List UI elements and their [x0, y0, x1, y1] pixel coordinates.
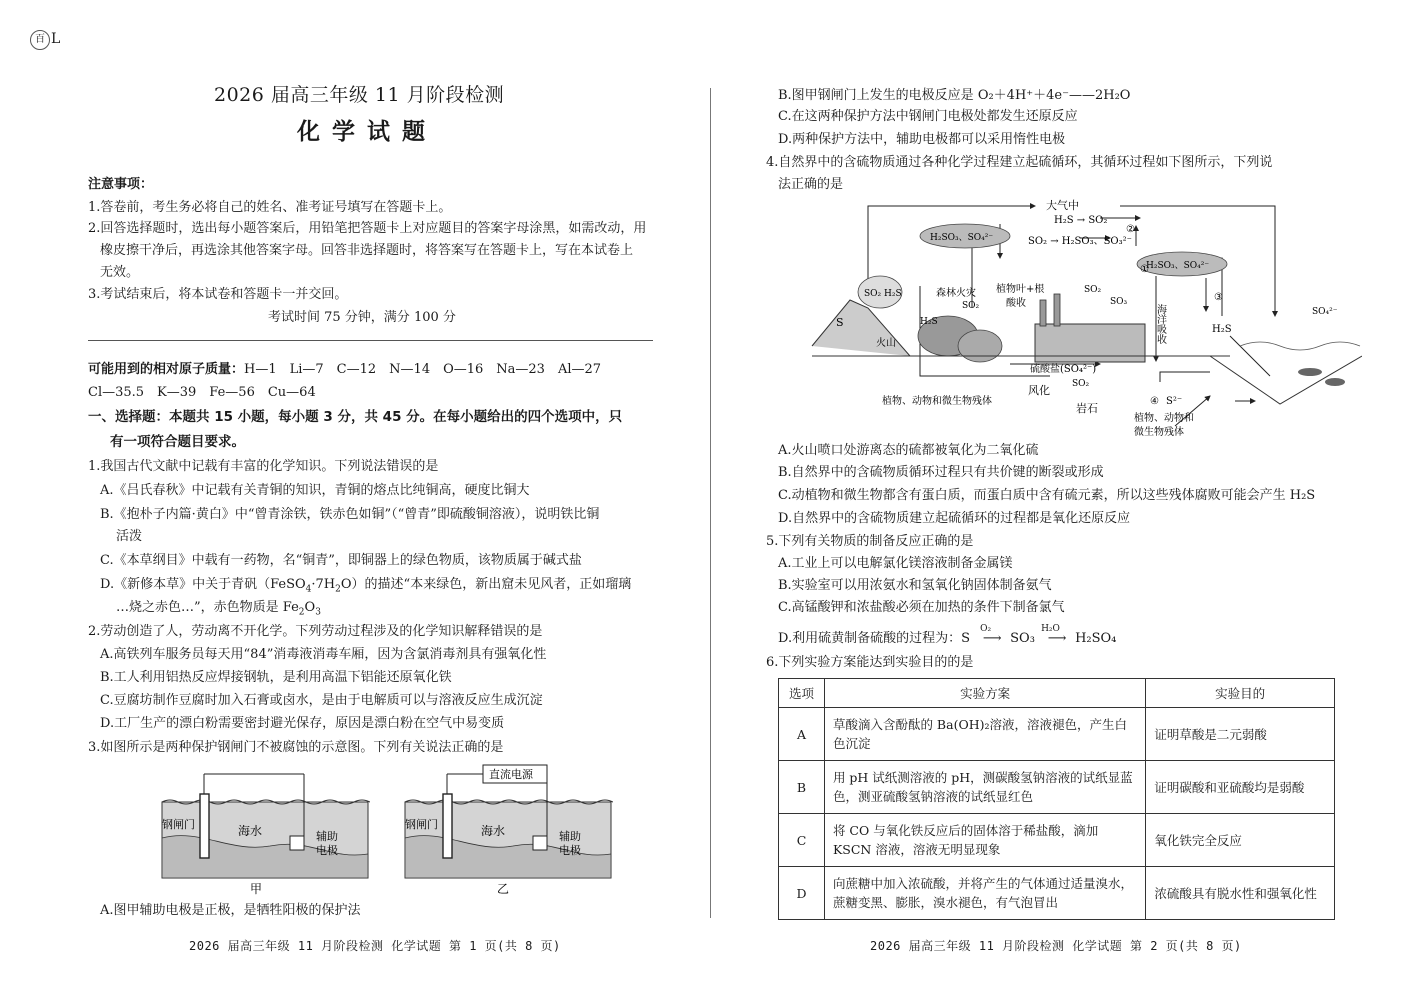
q4-label-so3: SO₃ — [1110, 297, 1128, 307]
q4-option-b: B.自然界中的含硫物质循环过程只有共价键的断裂或形成 — [778, 465, 1104, 480]
q6-stem: 6.下列实验方案能达到实验目的的是 — [766, 655, 974, 670]
q4-label-rock: 岩石 — [1076, 402, 1098, 415]
q1-d-sub2b: 2 — [298, 607, 305, 618]
q5-option-c: C.高锰酸钾和浓盐酸必须在加热的条件下制备氯气 — [778, 600, 1065, 615]
q3b-caption: 乙 — [497, 882, 510, 896]
q3-figure-b — [403, 762, 613, 898]
q4-label-volcano-gas: SO₂ H₂S — [864, 289, 902, 299]
q4-option-a: A.火山喷口处游离态的硫都被氧化为二氧化硫 — [778, 443, 1039, 458]
q3a-gate-label: 钢闸门 — [162, 818, 195, 831]
q2-option-a: A.高铁列车服务员每天用“84”消毒液消毒车厢，因为含氯消毒剂具有强氧化性 — [100, 647, 547, 662]
q5-option-b: B.实验室可以用浓氨水和氢氧化钠固体制备氨气 — [778, 578, 1052, 593]
q4-label-ocean-absorb: 海洋吸收 — [1154, 304, 1166, 344]
footer-left: 2026 届高三年级 11 月阶段检测 化学试题 第 1 页(共 8 页) — [189, 939, 561, 953]
q6-row-c-goal: 氧化铁完全反应 — [1146, 814, 1335, 867]
q3-option-b: B.图甲钢闸门上发生的电极反应是 O₂＋4H⁺＋4e⁻——2H₂O — [778, 88, 1131, 103]
table-row — [779, 814, 1335, 867]
q3b-aux-label-1: 辅助 — [559, 830, 581, 843]
q3b-aux-label-2: 电极 — [559, 844, 581, 857]
q4-label-step1: ① — [1140, 264, 1149, 275]
q4-label-so2-a: SO₂ — [962, 301, 980, 311]
q5-option-a: A.工业上可以电解氯化镁溶液制备金属镁 — [778, 556, 1013, 571]
notice-2: 2.回答选择题时，选出每小题答案后，用铅笔把答题卡上对应题目的答案字母涂黑，如需改动，用 — [88, 221, 647, 236]
q5-stem: 5.下列有关物质的制备反应正确的是 — [766, 534, 974, 549]
footer-right: 2026 届高三年级 11 月阶段检测 化学试题 第 2 页(共 8 页) — [870, 939, 1242, 953]
q5-option-d — [778, 624, 1117, 648]
notice-3: 3.考试结束后，将本试卷和答题卡一并交回。 — [88, 287, 348, 302]
q6-row-c-plan: 将 CO 与氧化铁反应后的固体溶于稀盐酸，滴加 KSCN 溶液，溶液无明显现象 — [824, 814, 1145, 867]
q6-table — [778, 678, 1335, 920]
q4-label-atmosphere: 大气中 — [1046, 199, 1079, 212]
atomic-mass-values-1: H—1 Li—7 C—12 N—14 O—16 Na—23 Al—27 — [244, 362, 602, 377]
q6-row-d-plan: 向蔗糖中加入浓硫酸，并将产生的气体通过适量溴水，蔗糖变黑、膨胀，溴水褪色，有气泡冒出 — [824, 867, 1145, 920]
q4-option-d: D.自然界中的含硫物质建立起硫循环的过程都是氧化还原反应 — [778, 511, 1131, 526]
q6-row-a-option: A — [779, 708, 825, 761]
q4-option-c: C.动植物和微生物都含有蛋白质，而蛋白质中含有硫元素，所以这些残体腐败可能会产生 H₂S — [778, 488, 1316, 503]
notice-2-cont: 橡皮擦干净后，再选涂其他答案字母。回答非选择题时，将答案写在答题卡上，写在本试卷上 — [100, 243, 634, 258]
q3a-caption: 甲 — [250, 882, 263, 896]
q1-d-sub2: 2 — [335, 584, 341, 595]
q4-label-forest-fire: 森林火灾 — [936, 288, 976, 299]
table-row — [779, 761, 1335, 814]
publisher-logo-suffix: L — [51, 31, 61, 47]
q2-option-c: C.豆腐坊制作豆腐时加入石膏或卤水，是由于电解质可以与溶液反应生成沉淀 — [100, 693, 543, 708]
q5-d-prefix: D.利用硫黄制备硫酸的过程为：S — [778, 631, 970, 646]
page-right — [712, 0, 1421, 1006]
q5-d-arrow-2-label: H₂O — [1041, 624, 1060, 634]
q1-d-part2: ·7H — [311, 577, 336, 592]
q1-option-b-cont: 活泼 — [116, 529, 143, 544]
q3-option-c: C.在这两种保护方法中钢闸门电极处都发生还原反应 — [778, 109, 1078, 124]
q6-row-c-option: C — [779, 814, 825, 867]
q4-label-remains-right-1: 植物、动物和 — [1134, 413, 1194, 424]
q6-row-b-option: B — [779, 761, 825, 814]
q4-label-step2: ② — [1126, 224, 1135, 235]
q4-label-so2-c: SO₂ — [1072, 379, 1090, 389]
q6-row-a-goal: 证明草酸是二元弱酸 — [1146, 708, 1335, 761]
q3b-power-label: 直流电源 — [489, 768, 533, 781]
q4-sulfur-cycle-figure — [810, 196, 1362, 440]
q4-label-h2s-so2: H₂S → SO₂ — [1054, 215, 1108, 226]
q3-option-d: D.两种保护方法中，辅助电极都可以采用惰性电极 — [778, 132, 1066, 147]
q5-d-arrow-1: O₂ ⟶ — [974, 630, 1010, 648]
q4-label-step4: ④ — [1150, 396, 1159, 407]
q4-label-cloud-left: H₂SO₃、SO₄²⁻ — [930, 233, 994, 243]
q1-option-b: B.《抱朴子内篇·黄白》中“曾青涂铁，铁赤色如铜”（“曾青”即硫酸铜溶液），说明铁比铜 — [100, 507, 600, 522]
q6-header-goal: 实验目的 — [1146, 679, 1335, 708]
q1-d-part5: O — [304, 600, 316, 615]
q4-stem: 4.自然界中的含硫物质通过各种化学过程建立起硫循环，其循环过程如下图所示，下列说 — [766, 155, 1273, 170]
section-title: 一、选择题：本题共 15 小题，每小题 3 分，共 45 分。在每小题给出的四个选项中，只 — [88, 409, 623, 425]
notice-1: 1.答卷前，考生务必将自己的姓名、准考证号填写在答题卡上。 — [88, 200, 452, 215]
publisher-logo: 百 — [30, 30, 50, 50]
q3a-aux-label-2: 电极 — [316, 844, 338, 857]
exam-title: 2026 届高三年级 11 月阶段检测 — [214, 84, 505, 106]
q4-label-volcano: 火山 — [876, 338, 896, 349]
q4-label-so2-b: SO₂ — [1084, 285, 1102, 295]
q3-stem: 3.如图所示是两种保护钢闸门不被腐蚀的示意图。下列有关说法正确的是 — [88, 740, 504, 755]
q6-row-d-goal: 浓硫酸具有脱水性和强氧化性 — [1146, 867, 1335, 920]
notice-title: 注意事项： — [88, 177, 154, 192]
q6-table-header — [779, 679, 1335, 708]
q1-d-sub4: 4 — [305, 584, 312, 595]
q1-option-c: C.《本草纲目》中载有一药物，名“铜青”，即铜器上的绿色物质，该物质属于碱式盐 — [100, 553, 582, 568]
q4-label-so2-h2so3: SO₂ → H₂SO₃、SO₃²⁻ — [1028, 236, 1132, 247]
q4-label-h2s-b: H₂S — [1212, 324, 1232, 335]
time-info: 考试时间 75 分钟，满分 100 分 — [268, 310, 456, 325]
q1-d-part3: O）的描述“本来绿色，新出窟未见风者，正如瑠璃 — [340, 577, 632, 592]
q4-label-so4: SO₄²⁻ — [1312, 307, 1338, 317]
q1-option-d-cont — [116, 599, 321, 622]
q4-label-s2: S²⁻ — [1166, 396, 1183, 407]
atomic-mass-label: 可能用到的相对原子质量： — [88, 362, 245, 377]
section-title-cont: 有一项符合题目要求。 — [110, 434, 245, 450]
table-row — [779, 867, 1335, 920]
header-divider — [88, 340, 653, 341]
q4-label-remains-left: 植物、动物和微生物残体 — [882, 396, 992, 407]
q1-option-a: A.《吕氏春秋》中记载有关青铜的知识，青铜的熔点比纯铜高，硬度比铜大 — [100, 483, 530, 498]
q6-row-a-plan: 草酸滴入含酚酞的 Ba(OH)₂溶液，溶液褪色，产生白色沉淀 — [824, 708, 1145, 761]
q3a-aux-label-1: 辅助 — [316, 830, 338, 843]
q2-stem: 2.劳动创造了人，劳动离不开化学。下列劳动过程涉及的化学知识解释错误的是 — [88, 624, 543, 639]
table-row — [779, 708, 1335, 761]
page-divider — [710, 88, 711, 918]
exam-subject: 化学试题 — [297, 119, 437, 145]
q4-label-plant-absorb: 植物叶+根 — [996, 284, 1045, 295]
notice-2-cont2: 无效。 — [100, 265, 140, 280]
q5-d-arrow-2: H₂O ⟶ — [1039, 630, 1075, 648]
atomic-mass-line-1 — [88, 361, 601, 379]
q4-label-step3: ③ — [1214, 292, 1223, 303]
q4-label-absorb: 酸收 — [1006, 298, 1026, 309]
q1-d-part1: D.《新修本草》中关于青矾（FeSO — [100, 577, 306, 592]
q1-d-part4: …烧之赤色…”，赤色物质是 Fe — [116, 600, 299, 615]
q1-stem: 1.我国古代文献中记载有丰富的化学知识。下列说法错误的是 — [88, 459, 439, 474]
q4-label-remains-right-2: 微生物残体 — [1134, 427, 1184, 438]
q1-option-d — [100, 576, 631, 599]
q4-label-cloud-right: H₂SO₃、SO₄²⁻ — [1146, 261, 1210, 271]
q2-option-d: D.工厂生产的漂白粉需要密封避光保存，原因是漂白粉在空气中易变质 — [100, 716, 505, 731]
q5-d-so3: SO₃ — [1010, 631, 1035, 646]
q1-d-sub3: 3 — [315, 607, 321, 618]
q3b-gate-label: 钢闸门 — [405, 818, 438, 831]
atomic-mass-line-2: Cl—35.5 K—39 Fe—56 Cu—64 — [88, 385, 316, 400]
q4-stem-cont: 法正确的是 — [778, 177, 844, 192]
q2-option-b: B.工人利用铝热反应焊接钢轨，是利用高温下铝能还原氧化铁 — [100, 670, 452, 685]
q4-label-h2s-a: H₂S — [920, 317, 938, 327]
q6-header-plan: 实验方案 — [824, 679, 1145, 708]
q3-option-a: A.图甲辅助电极是正极，是牺牲阳极的保护法 — [100, 903, 361, 918]
q4-label-weathering: 风化 — [1028, 384, 1050, 397]
q3-figure-a — [160, 768, 370, 898]
q3a-water-label: 海水 — [238, 824, 263, 838]
q5-d-h2so4: H₂SO₄ — [1075, 631, 1117, 646]
q3b-water-label: 海水 — [481, 824, 506, 838]
q6-row-d-option: D — [779, 867, 825, 920]
q4-label-sulfate-salt: 硫酸盐(SO₄²⁻) — [1030, 364, 1097, 375]
q6-row-b-goal: 证明碳酸和亚硫酸均是弱酸 — [1146, 761, 1335, 814]
q5-d-arrow-1-label: O₂ — [980, 624, 992, 634]
page-left — [0, 0, 710, 1006]
q4-label-s: S — [836, 316, 844, 329]
q6-row-b-plan: 用 pH 试纸测溶液的 pH，测碳酸氢钠溶液的试纸显蓝色，测亚硫酸氢钠溶液的试纸显红色 — [824, 761, 1145, 814]
q6-header-option: 选项 — [779, 679, 825, 708]
